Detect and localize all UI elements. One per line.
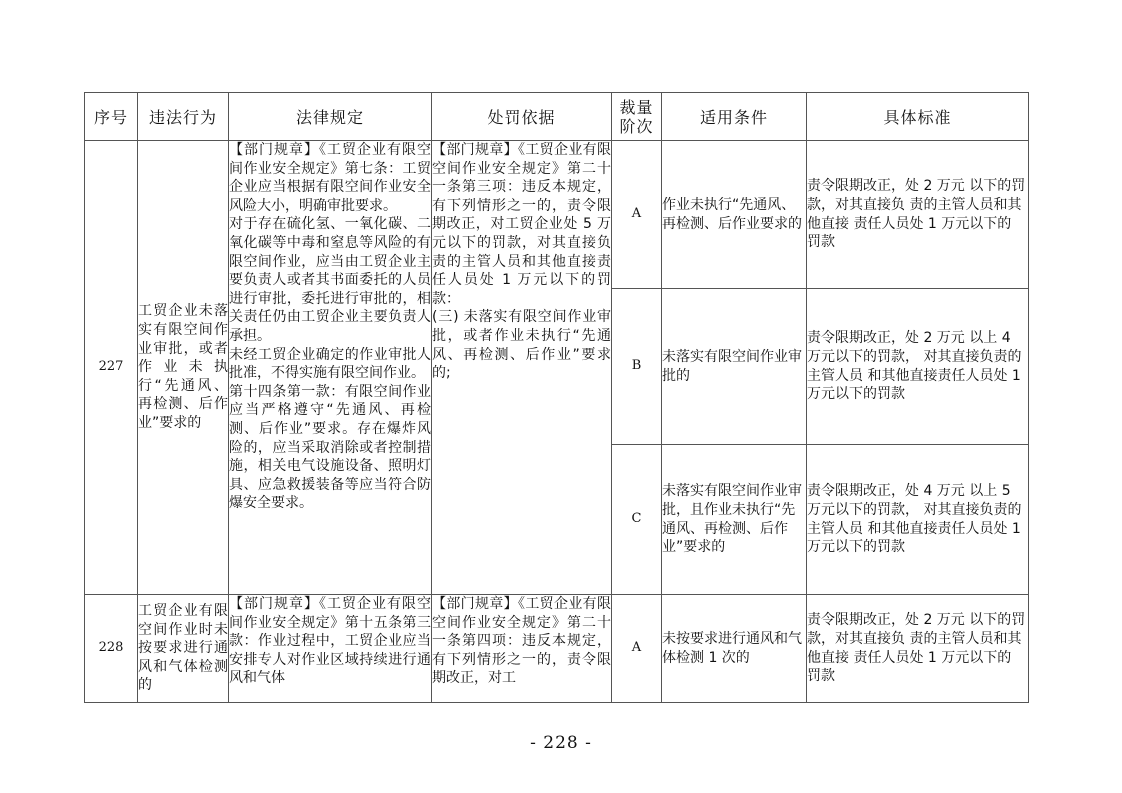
table-row <box>85 595 1029 703</box>
level-cell: B <box>612 289 662 445</box>
seq-cell: 227 <box>85 141 138 595</box>
basis-paragraph: (三) 未落实有限空间作业审批，或者作业未执行“先通风、再检测、后作业”要求的; <box>432 309 611 382</box>
basis-cell <box>432 595 612 703</box>
page-number: - 228 - <box>530 733 592 753</box>
header-basis: 处罚依据 <box>432 93 612 141</box>
law-paragraph: 【部门规章】《工贸企业有限空间作业安全规定》第七条：工贸企业应当根据有限空间作业安全风险大小，明确审批要求。 <box>229 142 431 214</box>
level-cell: A <box>612 141 662 289</box>
level-cell: C <box>612 445 662 595</box>
basis-paragraph: 【部门规章】《工贸企业有限空间作业安全规定》第二十一条第三项：违反本规定，有下列情形之一的，责令限期改正，对工贸企业处 5 万元以下的罚款，对其直接负责的主管人员和其他直接责任人员处 1 万元以下的罚款： <box>432 142 611 307</box>
condition-cell: 未落实有限空间作业审批，且作业未执行“先通风、再检测、后作业”要求的 <box>662 445 807 595</box>
basis-cell <box>432 141 612 595</box>
condition-cell: 未按要求进行通风和气体检测 1 次的 <box>662 595 807 703</box>
level-cell: A <box>612 595 662 703</box>
law-cell <box>229 595 432 703</box>
header-level-line1: 裁量 <box>619 97 654 117</box>
law-paragraph: 对于存在硫化氢、一氧化碳、二氧化碳等中毒和窒息等风险的有限空间作业，应当由工贸企业主要负责人或者其书面委托的人员进行审批，委托进行审批的，相关责任仍由工贸企业主要负责人承担。 <box>229 216 431 344</box>
basis-paragraph: 【部门规章】《工贸企业有限空间作业安全规定》第二十一条第四项：违反本规定，有下列情形之一的，责令限期改正，对工 <box>432 596 611 687</box>
header-standard: 具体标准 <box>807 93 1029 141</box>
seq-cell: 228 <box>85 595 138 703</box>
header-law: 法律规定 <box>229 93 432 141</box>
penalty-table <box>84 92 1029 703</box>
header-row <box>85 93 1029 141</box>
law-paragraph: 未经工贸企业确定的作业审批人批准，不得实施有限空间作业。 <box>229 346 431 382</box>
standard-cell: 责令限期改正，处 2 万元 以下的罚款，对其直接负 责的主管人员和其他直接 责任人员处 1 万元以下的 罚款 <box>807 595 1029 703</box>
condition-cell: 作业未执行“先通风、再检测、后作业要求的 <box>662 141 807 289</box>
standard-cell: 责令限期改正，处 4 万元 以上 5 万元以下的罚款， 对其直接负责的主管人员 和其他直接责任人员处 1 万元以下的罚款 <box>807 445 1029 595</box>
header-seq: 序号 <box>85 93 138 141</box>
law-paragraph: 【部门规章】《工贸企业有限空间作业安全规定》第十五条第三款：作业过程中，工贸企业应当安排专人对作业区域持续进行通风和气体 <box>229 596 431 687</box>
condition-cell: 未落实有限空间作业审批的 <box>662 289 807 445</box>
law-cell <box>229 141 432 595</box>
law-paragraph: 第十四条第一款：有限空间作业应当严格遵守“先通风、再检测、后作业”要求。存在爆炸风险的，应当采取消除或者控制措施，相关电气设施设备、照明灯具、应急救援装备等应当符合防爆安全要求。 <box>229 383 431 512</box>
header-level <box>612 93 662 141</box>
standard-cell: 责令限期改正，处 2 万元 以下的罚款，对其直接负 责的主管人员和其他直接 责任人员处 1 万元以下的 罚款 <box>807 141 1029 289</box>
table-row <box>85 141 1029 289</box>
header-condition: 适用条件 <box>662 93 807 141</box>
standard-cell: 责令限期改正，处 2 万元 以上 4 万元以下的罚款， 对其直接负责的主管人员 和其他直接责任人员处 1 万元以下的罚款 <box>807 289 1029 445</box>
violation-cell: 工贸企业有限空间作业时未按要求进行通风和气体检测的 <box>138 595 229 703</box>
violation-cell: 工贸企业未落实有限空间作业审批，或者作业未执行“先通风、再检测、后作业”要求的 <box>138 141 229 595</box>
header-violation: 违法行为 <box>138 93 229 141</box>
header-level-line2: 阶次 <box>619 116 654 136</box>
